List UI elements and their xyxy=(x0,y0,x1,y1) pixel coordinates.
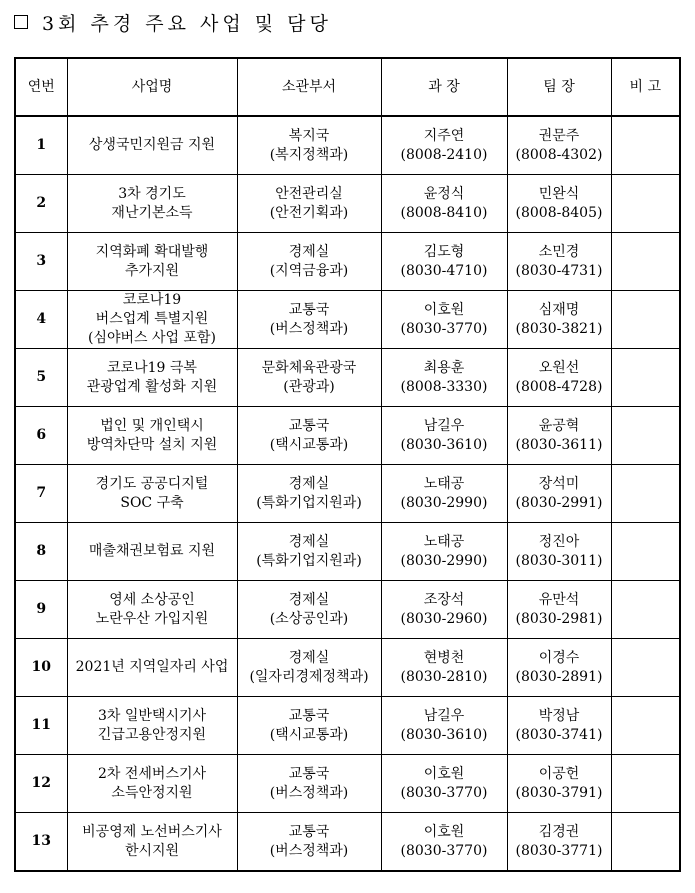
team-leader-cell xyxy=(507,116,611,175)
director-cell-line: (8030-2810) xyxy=(400,668,488,685)
team-leader-cell-line: (8008-8405) xyxy=(515,204,603,221)
director-cell-line: 남길우 xyxy=(423,417,465,434)
department-cell xyxy=(237,523,381,581)
director-cell xyxy=(381,116,507,175)
director-cell xyxy=(381,465,507,523)
director-cell-line: 윤정식 xyxy=(423,185,465,202)
director-cell-line: (8030-3770) xyxy=(400,842,488,859)
team-leader-cell xyxy=(507,233,611,291)
project-table xyxy=(14,57,681,872)
department-cell-line: (특화기업지원과) xyxy=(256,494,362,511)
department-cell-line: (택시교통과) xyxy=(269,436,349,453)
team-leader-cell xyxy=(507,291,611,349)
header-row xyxy=(15,58,680,116)
table-row xyxy=(15,813,680,872)
project-name-cell-line: 소득안정지원 xyxy=(111,784,193,801)
project-name-cell xyxy=(67,407,237,465)
project-name-cell-line: 매출채권보험료 지원 xyxy=(88,543,216,559)
team-leader-cell-line: 유만석 xyxy=(538,591,580,608)
department-cell-line: (소상공인과) xyxy=(269,610,349,627)
department-cell-line: (버스정책과) xyxy=(269,784,349,801)
director-cell-line: (8030-2960) xyxy=(400,610,488,627)
department-cell-line: 경제실 xyxy=(288,649,330,666)
title-text: 3회 추경 주요 사업 및 담당 xyxy=(42,12,332,35)
header-note: 비 고 xyxy=(611,58,680,116)
row-number: 6 xyxy=(15,407,67,465)
note-cell xyxy=(611,755,680,813)
team-leader-cell-line: 박정남 xyxy=(538,707,580,724)
director-cell-line: (8008-2410) xyxy=(400,146,488,163)
table-row xyxy=(15,581,680,639)
project-name-cell xyxy=(67,813,237,872)
team-leader-cell xyxy=(507,639,611,697)
team-leader-cell xyxy=(507,523,611,581)
table-row xyxy=(15,639,680,697)
project-name-cell-line: 지역화폐 확대발행 xyxy=(95,243,209,260)
director-cell-line: (8030-4710) xyxy=(400,262,488,279)
project-name-cell-line: 비공영제 노선버스기사 xyxy=(82,823,222,840)
header-no: 연번 xyxy=(15,58,67,116)
department-cell-line: 경제실 xyxy=(288,533,330,550)
team-leader-cell-line: 심재명 xyxy=(538,301,580,318)
team-leader-cell-line: (8008-4302) xyxy=(515,146,603,163)
project-name-cell xyxy=(67,523,237,581)
note-cell xyxy=(611,349,680,407)
project-name-cell-line: 코로나19 xyxy=(122,292,182,308)
note-cell xyxy=(611,116,680,175)
department-cell xyxy=(237,697,381,755)
director-cell xyxy=(381,233,507,291)
project-name-cell-line: 방역차단막 설치 지원 xyxy=(86,436,218,453)
team-leader-cell xyxy=(507,581,611,639)
row-number: 11 xyxy=(15,697,67,755)
director-cell xyxy=(381,697,507,755)
project-name-cell-line: 긴급고용안정지원 xyxy=(97,726,207,743)
director-cell-line: (8030-2990) xyxy=(400,552,488,569)
note-cell xyxy=(611,697,680,755)
table-row xyxy=(15,233,680,291)
department-cell-line: 안전관리실 xyxy=(275,185,343,202)
project-name-cell xyxy=(67,581,237,639)
team-leader-cell-line: (8030-4731) xyxy=(515,262,603,279)
checkbox-square-icon xyxy=(14,15,28,29)
department-cell-line: 경제실 xyxy=(288,475,330,492)
row-number: 2 xyxy=(15,175,67,233)
table-row xyxy=(15,175,680,233)
director-cell xyxy=(381,581,507,639)
team-leader-cell-line: 장석미 xyxy=(538,475,580,492)
department-cell-line: 문화체육관광국 xyxy=(261,359,357,376)
header-leader: 팀 장 xyxy=(507,58,611,116)
project-name-cell xyxy=(67,755,237,813)
note-cell xyxy=(611,523,680,581)
project-name-cell-line: 경기도 공공디지털 xyxy=(95,475,209,492)
director-cell xyxy=(381,523,507,581)
table-row xyxy=(15,697,680,755)
department-cell-line: (버스정책과) xyxy=(269,320,349,337)
project-name-cell-line: (심야버스 사업 포함) xyxy=(87,330,217,346)
note-cell xyxy=(611,465,680,523)
department-cell xyxy=(237,407,381,465)
director-cell-line: (8030-3770) xyxy=(400,784,488,801)
project-name-cell-line: 상생국민지원금 지원 xyxy=(88,137,216,153)
department-cell xyxy=(237,349,381,407)
director-cell xyxy=(381,175,507,233)
header-project: 사업명 xyxy=(67,58,237,116)
team-leader-cell-line: (8030-2991) xyxy=(515,494,603,511)
row-number: 9 xyxy=(15,581,67,639)
row-number: 3 xyxy=(15,233,67,291)
department-cell xyxy=(237,175,381,233)
department-cell-line: 경제실 xyxy=(288,243,330,260)
table-row xyxy=(15,116,680,175)
team-leader-cell xyxy=(507,697,611,755)
team-leader-cell-line: (8030-3741) xyxy=(515,726,603,743)
table-row xyxy=(15,523,680,581)
director-cell-line: 남길우 xyxy=(423,707,465,724)
department-cell xyxy=(237,581,381,639)
department-cell-line: 교통국 xyxy=(288,707,330,724)
team-leader-cell-line: (8030-3011) xyxy=(515,552,603,569)
project-name-cell xyxy=(67,697,237,755)
director-cell xyxy=(381,291,507,349)
row-number: 8 xyxy=(15,523,67,581)
director-cell-line: 이호원 xyxy=(423,823,465,840)
team-leader-cell-line: (8030-3821) xyxy=(515,320,603,337)
director-cell xyxy=(381,639,507,697)
director-cell-line: (8008-8410) xyxy=(400,204,488,221)
note-cell xyxy=(611,407,680,465)
team-leader-cell xyxy=(507,465,611,523)
department-cell-line: (일자리경제정책과) xyxy=(249,668,369,685)
project-name-cell-line: 3차 경기도 xyxy=(118,185,186,202)
director-cell xyxy=(381,813,507,872)
project-name-cell-line: 노란우산 가입지원 xyxy=(95,610,209,627)
department-cell-line: 교통국 xyxy=(288,823,330,840)
project-name-cell-line: 영세 소상공인 xyxy=(109,591,195,608)
department-cell-line: 교통국 xyxy=(288,417,330,434)
table-row xyxy=(15,407,680,465)
note-cell xyxy=(611,581,680,639)
department-cell xyxy=(237,755,381,813)
director-cell-line: 이호원 xyxy=(423,301,465,318)
department-cell-line: 경제실 xyxy=(288,591,330,608)
director-cell-line: (8030-3770) xyxy=(400,320,488,337)
director-cell-line: (8030-2990) xyxy=(400,494,488,511)
department-cell xyxy=(237,233,381,291)
department-cell xyxy=(237,116,381,175)
team-leader-cell-line: 이경수 xyxy=(538,649,580,666)
director-cell-line: (8030-3610) xyxy=(400,436,488,453)
team-leader-cell xyxy=(507,349,611,407)
team-leader-cell-line: 권문주 xyxy=(538,127,580,144)
table-row xyxy=(15,349,680,407)
project-name-cell-line: 3차 일반택시기사 xyxy=(97,707,207,724)
row-number: 5 xyxy=(15,349,67,407)
project-name-cell-line: 2021년 지역일자리 사업 xyxy=(75,659,229,675)
team-leader-cell-line: 오원선 xyxy=(538,359,580,376)
director-cell-line: 지주연 xyxy=(423,127,465,144)
project-name-cell-line: 추가지원 xyxy=(124,262,180,279)
team-leader-cell-line: 이공헌 xyxy=(538,765,580,782)
team-leader-cell-line: (8030-3791) xyxy=(515,784,603,801)
director-cell-line: 노태공 xyxy=(423,475,465,492)
department-cell-line: (버스정책과) xyxy=(269,842,349,859)
row-number: 4 xyxy=(15,291,67,349)
project-name-cell-line: 법인 및 개인택시 xyxy=(100,417,204,434)
department-cell-line: (관광과) xyxy=(283,378,335,395)
header-dept: 소관부서 xyxy=(237,58,381,116)
department-cell xyxy=(237,639,381,697)
note-cell xyxy=(611,175,680,233)
header-director: 과 장 xyxy=(381,58,507,116)
table-row xyxy=(15,755,680,813)
team-leader-cell-line: (8030-2891) xyxy=(515,668,603,685)
team-leader-cell xyxy=(507,175,611,233)
director-cell xyxy=(381,755,507,813)
department-cell-line: 교통국 xyxy=(288,301,330,318)
project-name-cell-line: 재난기본소득 xyxy=(111,204,193,221)
row-number: 10 xyxy=(15,639,67,697)
project-name-cell xyxy=(67,291,237,349)
note-cell xyxy=(611,639,680,697)
note-cell xyxy=(611,233,680,291)
director-cell xyxy=(381,407,507,465)
note-cell xyxy=(611,813,680,872)
document-title xyxy=(14,8,332,36)
project-name-cell-line: 버스업계 특별지원 xyxy=(95,311,209,327)
director-cell-line: 조장석 xyxy=(423,591,465,608)
team-leader-cell-line: 민완식 xyxy=(538,185,580,202)
director-cell-line: 이호원 xyxy=(423,765,465,782)
team-leader-cell-line: (8008-4728) xyxy=(515,378,603,395)
director-cell xyxy=(381,349,507,407)
department-cell-line: (복지정책과) xyxy=(269,146,349,163)
team-leader-cell-line: (8030-3771) xyxy=(515,842,603,859)
row-number: 13 xyxy=(15,813,67,872)
row-number: 7 xyxy=(15,465,67,523)
team-leader-cell-line: (8030-3611) xyxy=(515,436,603,453)
team-leader-cell-line: 소민경 xyxy=(538,243,580,260)
row-number: 12 xyxy=(15,755,67,813)
project-name-cell-line: SOC 구축 xyxy=(120,494,184,511)
team-leader-cell xyxy=(507,813,611,872)
department-cell-line: (안전기획과) xyxy=(269,204,349,221)
director-cell-line: (8030-3610) xyxy=(400,726,488,743)
project-name-cell xyxy=(67,175,237,233)
department-cell xyxy=(237,813,381,872)
team-leader-cell xyxy=(507,407,611,465)
team-leader-cell-line: (8030-2981) xyxy=(515,610,603,627)
project-name-cell xyxy=(67,465,237,523)
department-cell-line: (택시교통과) xyxy=(269,726,349,743)
department-cell xyxy=(237,291,381,349)
director-cell-line: 노태공 xyxy=(423,533,465,550)
project-name-cell xyxy=(67,639,237,697)
project-name-cell-line: 2차 전세버스기사 xyxy=(97,765,207,782)
department-cell-line: 복지국 xyxy=(288,127,330,144)
team-leader-cell xyxy=(507,755,611,813)
table-row xyxy=(15,291,680,349)
note-cell xyxy=(611,291,680,349)
project-name-cell-line: 코로나19 극복 xyxy=(107,359,197,376)
team-leader-cell-line: 윤공혁 xyxy=(538,417,580,434)
team-leader-cell-line: 김경권 xyxy=(538,823,580,840)
department-cell xyxy=(237,465,381,523)
director-cell-line: 현병천 xyxy=(423,649,465,666)
table-row xyxy=(15,465,680,523)
project-name-cell-line: 관광업계 활성화 지원 xyxy=(86,378,218,395)
director-cell-line: (8008-3330) xyxy=(400,378,488,395)
department-cell-line: 교통국 xyxy=(288,765,330,782)
department-cell-line: (특화기업지원과) xyxy=(256,552,362,569)
director-cell-line: 김도형 xyxy=(423,243,465,260)
team-leader-cell-line: 정진아 xyxy=(538,533,580,550)
project-name-cell xyxy=(67,349,237,407)
project-name-cell xyxy=(67,116,237,175)
row-number: 1 xyxy=(15,116,67,175)
director-cell-line: 최용훈 xyxy=(423,359,465,376)
project-name-cell-line: 한시지원 xyxy=(124,842,180,859)
department-cell-line: (지역금융과) xyxy=(269,262,349,279)
project-name-cell xyxy=(67,233,237,291)
